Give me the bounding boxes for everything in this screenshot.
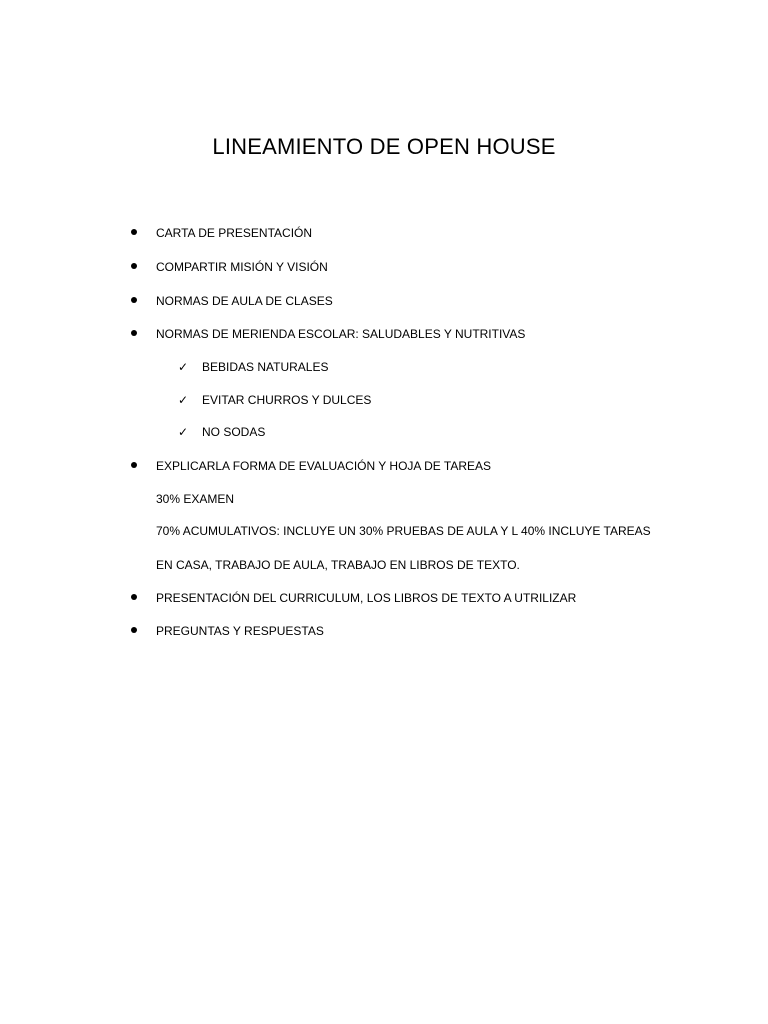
bullet-icon [131, 297, 137, 303]
list-item-text: CARTA DE PRESENTACIÓN [156, 226, 313, 240]
bullet-icon [131, 627, 137, 633]
bullet-icon [131, 330, 137, 336]
evaluation-exam: 30% EXAMEN [156, 492, 235, 506]
checkmark-icon: ✓ [178, 425, 189, 439]
list-item-text: COMPARTIR MISIÓN Y VISIÓN [156, 260, 328, 274]
checkmark-icon: ✓ [178, 393, 189, 407]
sub-list-item-text: BEBIDAS NATURALES [202, 360, 329, 374]
list-item-text: PREGUNTAS Y RESPUESTAS [156, 624, 324, 638]
evaluation-cumulative-cont: EN CASA, TRABAJO DE AULA, TRABAJO EN LIBROS DE TEXTO. [156, 558, 520, 572]
checkmark-icon: ✓ [178, 360, 189, 374]
bullet-icon [131, 594, 137, 600]
bullet-icon [131, 263, 137, 269]
evaluation-cumulative: 70% ACUMULATIVOS: INCLUYE UN 30% PRUEBAS DE AULA Y L 40% INCLUYE TAREAS [156, 524, 651, 538]
list-item-text: NORMAS DE MERIENDA ESCOLAR: SALUDABLES Y NUTRITIVAS [156, 327, 526, 341]
bullet-icon [131, 462, 137, 468]
sub-list-item-text: NO SODAS [202, 425, 266, 439]
document-title: LINEAMIENTO DE OPEN HOUSE [212, 134, 556, 159]
sub-list-item-text: EVITAR CHURROS Y DULCES [202, 393, 372, 407]
list-item-text: NORMAS DE AULA DE CLASES [156, 294, 333, 308]
bullet-icon [131, 229, 137, 235]
evaluation-heading: EXPLICARLA FORMA DE EVALUACIÓN Y HOJA DE TAREAS [156, 459, 491, 473]
list-item-text: PRESENTACIÓN DEL CURRICULUM, LOS LIBROS DE TEXTO A UTRILIZAR [156, 591, 577, 605]
